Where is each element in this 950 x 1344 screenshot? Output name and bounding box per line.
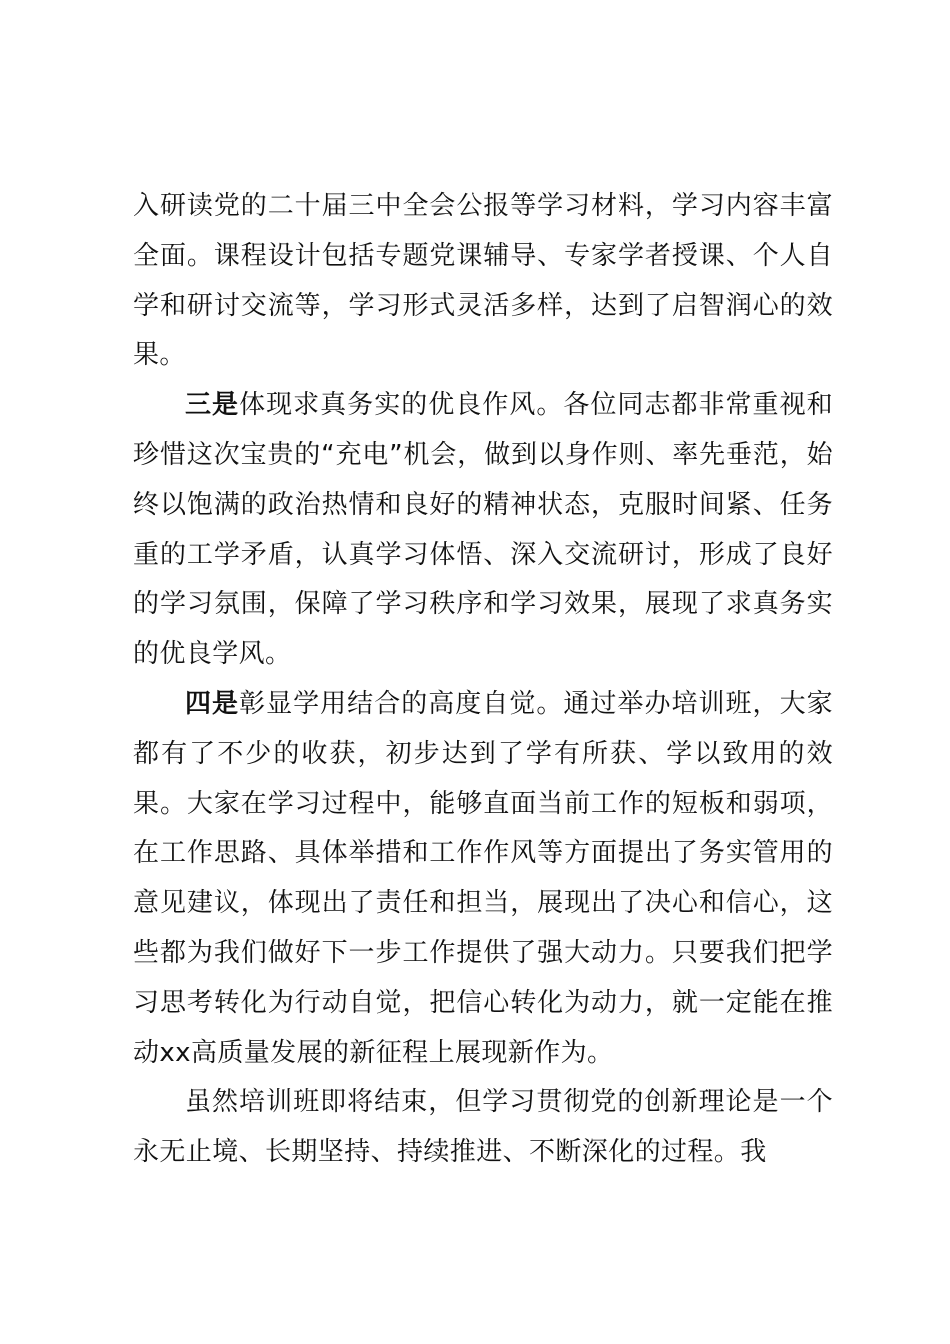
paragraph-text: 入研读党的二十届三中全会公报等学习材料，学习内容丰富全面。课程设计包括专题党课辅导、专家学者授课、个人自学和研讨交流等，学习形式灵活多样，达到了启智润心的效果。 (133, 191, 833, 371)
paragraph-lead: 四是 (185, 688, 240, 719)
paragraph-point-three (133, 381, 833, 680)
paragraph-continuation (133, 182, 833, 381)
paragraph-point-four (133, 680, 833, 1078)
document-body (133, 182, 833, 1178)
paragraph-closing (133, 1078, 833, 1178)
paragraph-text: 彰显学用结合的高度自觉。通过举办培训班，大家都有了不少的收获，初步达到了学有所获、学以致用的效果。大家在学习过程中，能够直面当前工作的短板和弱项，在工作思路、具体举措和工作作风等方面提出了务实管用的意见建议，体现出了责任和担当，展现出了决心和信心，这些都为我们做好下一步工作提供了强大动力。只要我们把学习思考转化为行动自觉，把信心转化为动力，就一定能在推动xx高质量发展的新征程上展现新作为。 (133, 688, 833, 1068)
paragraph-text: 体现求真务实的优良作风。各位同志都非常重视和珍惜这次宝贵的“充电”机会，做到以身作则、率先垂范，始终以饱满的政治热情和良好的精神状态，克服时间紧、任务重的工学矛盾，认真学习体悟、深入交流研讨，形成了良好的学习氛围，保障了学习秩序和学习效果，展现了求真务实的优良学风。 (133, 390, 833, 670)
paragraph-lead: 三是 (185, 390, 240, 421)
paragraph-text: 虽然培训班即将结束，但学习贯彻党的创新理论是一个永无止境、长期坚持、持续推进、不断深化的过程。我 (133, 1087, 833, 1168)
